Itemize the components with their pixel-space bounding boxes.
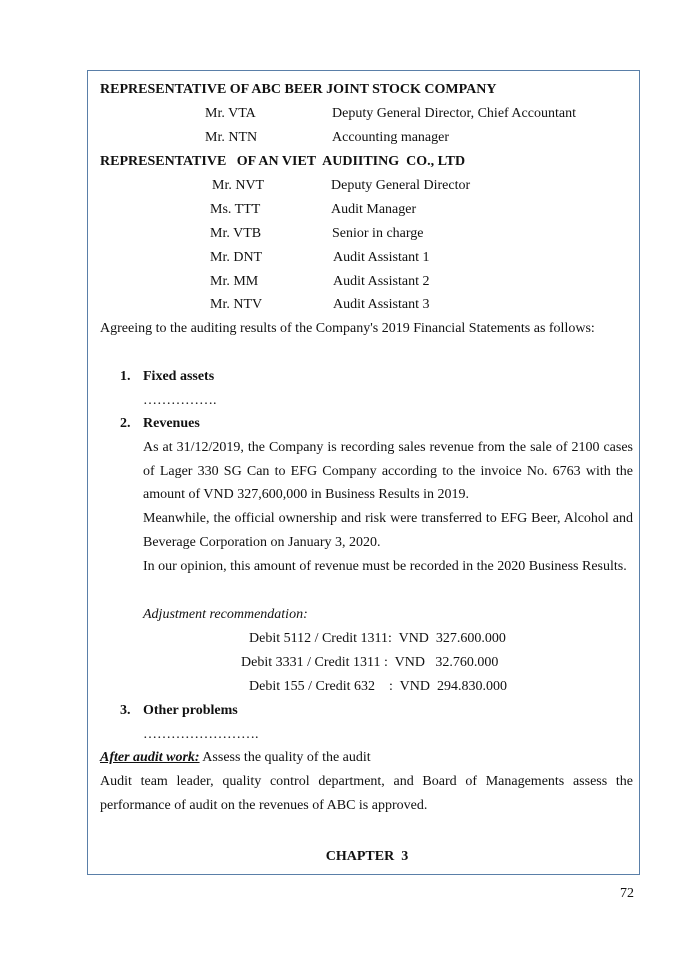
item-number: 1. bbox=[120, 369, 131, 384]
anviet-member-name: Ms. TTT bbox=[210, 202, 261, 217]
intro-paragraph: Agreeing to the auditing results of the Company's 2019 Financial Statements as follows: bbox=[100, 321, 595, 336]
after-audit-text: Assess the quality of the audit bbox=[199, 750, 371, 765]
anviet-member-role: Senior in charge bbox=[332, 226, 424, 241]
item-placeholder: ……………. bbox=[143, 393, 217, 408]
anviet-member-name: Mr. DNT bbox=[210, 250, 263, 265]
anviet-member-name: Mr. NVT bbox=[212, 178, 265, 193]
anviet-rep-heading: REPRESENTATIVE OF AN VIET AUDIITING CO., LTD bbox=[100, 154, 466, 169]
journal-entry: Debit 3331 / Credit 1311 : VND 32.760.000 bbox=[241, 655, 499, 670]
item-number: 3. bbox=[120, 703, 131, 718]
abc-rep-heading: REPRESENTATIVE OF ABC BEER JOINT STOCK COMPANY bbox=[100, 82, 497, 97]
adjustment-label: Adjustment recommendation: bbox=[143, 607, 308, 622]
anviet-member-name: Mr. VTB bbox=[210, 226, 262, 241]
journal-entry: Debit 155 / Credit 632 : VND 294.830.000 bbox=[249, 679, 507, 694]
after-audit-line bbox=[100, 749, 371, 767]
item-title-revenues: Revenues bbox=[143, 416, 200, 431]
item-placeholder: ……………………. bbox=[143, 727, 259, 742]
after-audit-label: After audit work: bbox=[100, 750, 200, 765]
anviet-member-role: Audit Assistant 1 bbox=[333, 250, 430, 265]
abc-member-role: Accounting manager bbox=[332, 130, 450, 145]
journal-entry: Debit 5112 / Credit 1311: VND 327.600.000 bbox=[249, 631, 506, 646]
abc-member-name: Mr. NTN bbox=[205, 130, 258, 145]
revenues-paragraph-3: In our opinion, this amount of revenue must be recorded in the 2020 Business Results. bbox=[143, 559, 627, 574]
after-audit-paragraph: Audit team leader, quality control department, and Board of Managements assess the performance of audit on the revenues of ABC is approved. bbox=[100, 774, 633, 813]
item-title-other-problems: Other problems bbox=[143, 703, 238, 718]
item-number: 2. bbox=[120, 416, 131, 431]
revenues-paragraph-2: Meanwhile, the official ownership and risk were transferred to EFG Beer, Alcohol and Beverage Corporation on January 3, 2020. bbox=[143, 511, 633, 550]
item-title-fixed-assets: Fixed assets bbox=[143, 369, 215, 384]
anviet-member-name: Mr. NTV bbox=[210, 297, 263, 312]
abc-member-name: Mr. VTA bbox=[205, 106, 256, 121]
revenues-paragraph-1: As at 31/12/2019, the Company is recording sales revenue from the sale of 2100 cases of Lager 330 SG Can to EFG Company according to the invoice No. 6763 with the amount of VND 327,600,000 in Business Results in 2019. bbox=[143, 440, 633, 503]
anviet-member-role: Audit Assistant 2 bbox=[333, 274, 430, 289]
anviet-member-name: Mr. MM bbox=[210, 274, 259, 289]
page-number: 72 bbox=[620, 886, 634, 901]
chapter-heading: CHAPTER 3 bbox=[325, 849, 409, 864]
anviet-member-role: Deputy General Director bbox=[331, 178, 471, 193]
anviet-member-role: Audit Manager bbox=[331, 202, 417, 217]
abc-member-role: Deputy General Director, Chief Accountant bbox=[332, 106, 576, 121]
anviet-member-role: Audit Assistant 3 bbox=[333, 297, 430, 312]
